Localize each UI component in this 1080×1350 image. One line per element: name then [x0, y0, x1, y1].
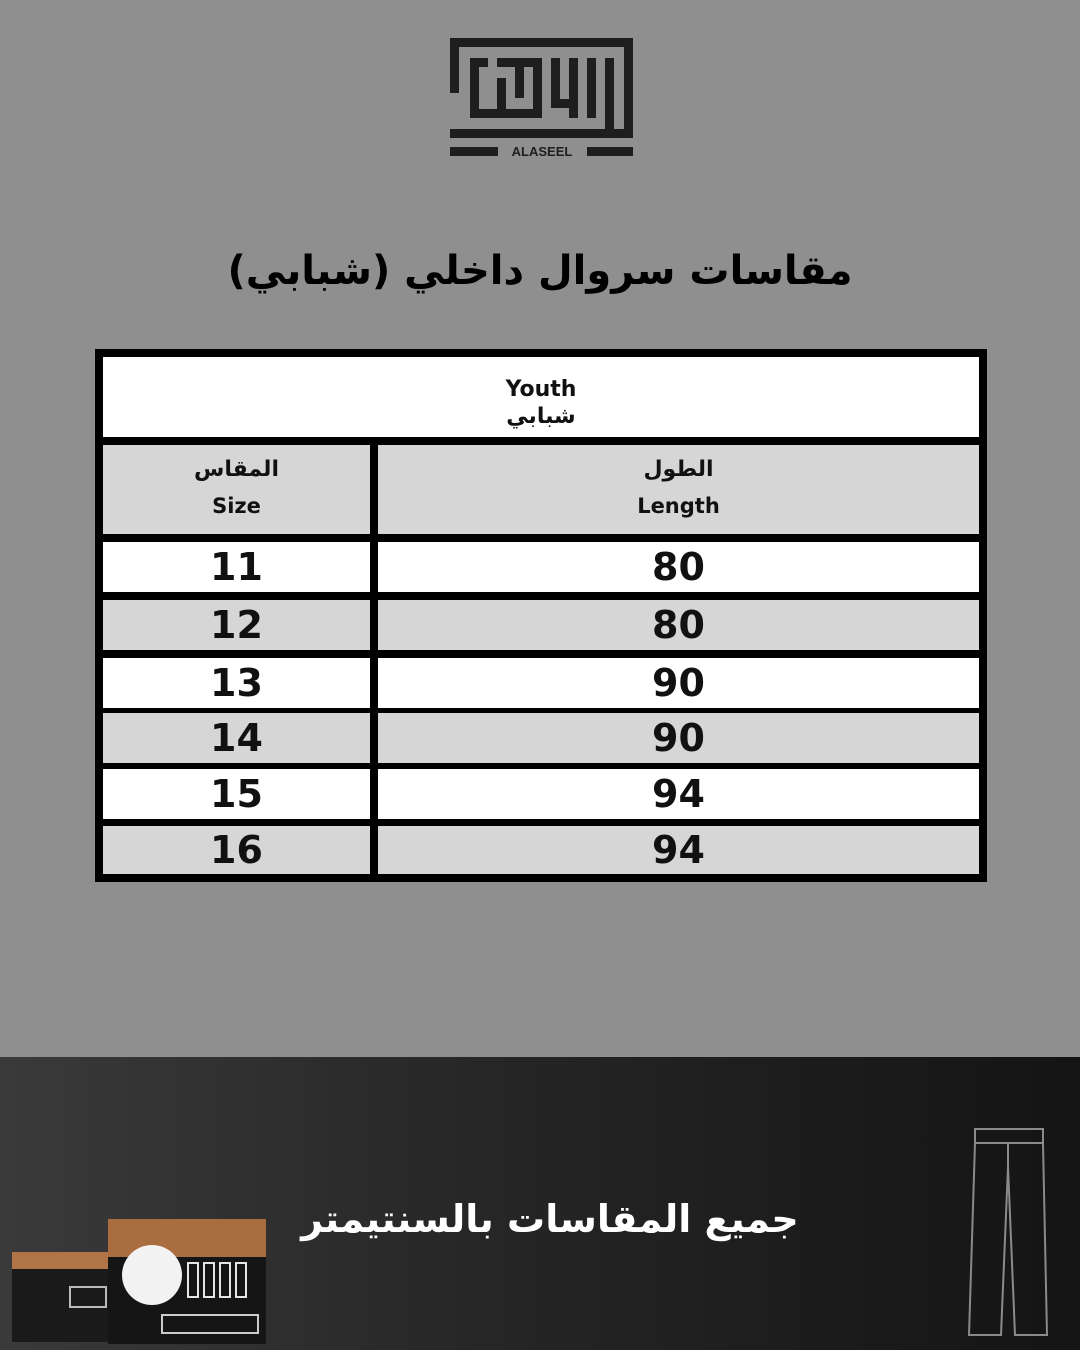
length-cell: 90 — [378, 658, 979, 708]
brand-wordmark: ALASEEL — [511, 144, 573, 159]
size-cell: 14 — [103, 713, 370, 763]
size-cell: 15 — [103, 769, 370, 819]
pants-icon — [965, 1127, 1051, 1339]
size-chart-table — [95, 349, 987, 882]
group-label-ar: شبابي — [506, 404, 576, 429]
length-cell: 80 — [378, 542, 979, 592]
size-header-ar: المقاس — [193, 457, 279, 482]
length-header-ar: الطول — [643, 457, 714, 482]
group-label-en: Youth — [505, 377, 577, 402]
length-cell: 90 — [378, 713, 979, 763]
size-header-en: Size — [212, 494, 261, 518]
length-column-header — [378, 445, 979, 534]
size-cell: 13 — [103, 658, 370, 708]
group-header-cell — [103, 357, 979, 437]
size-cell: 12 — [103, 600, 370, 650]
product-package-icon — [12, 1217, 270, 1347]
size-column-header — [103, 445, 370, 534]
size-cell: 16 — [103, 826, 370, 874]
footer-banner — [0, 1057, 1080, 1350]
page-title: مقاسات سروال داخلي (شبابي) — [227, 248, 853, 294]
brand-logo-icon — [450, 38, 635, 160]
length-cell: 80 — [378, 600, 979, 650]
length-cell: 94 — [378, 826, 979, 874]
length-header-en: Length — [637, 494, 720, 518]
size-cell: 11 — [103, 542, 370, 592]
units-note: جميع المقاسات بالسنتيمتر — [301, 1197, 799, 1241]
length-cell: 94 — [378, 769, 979, 819]
